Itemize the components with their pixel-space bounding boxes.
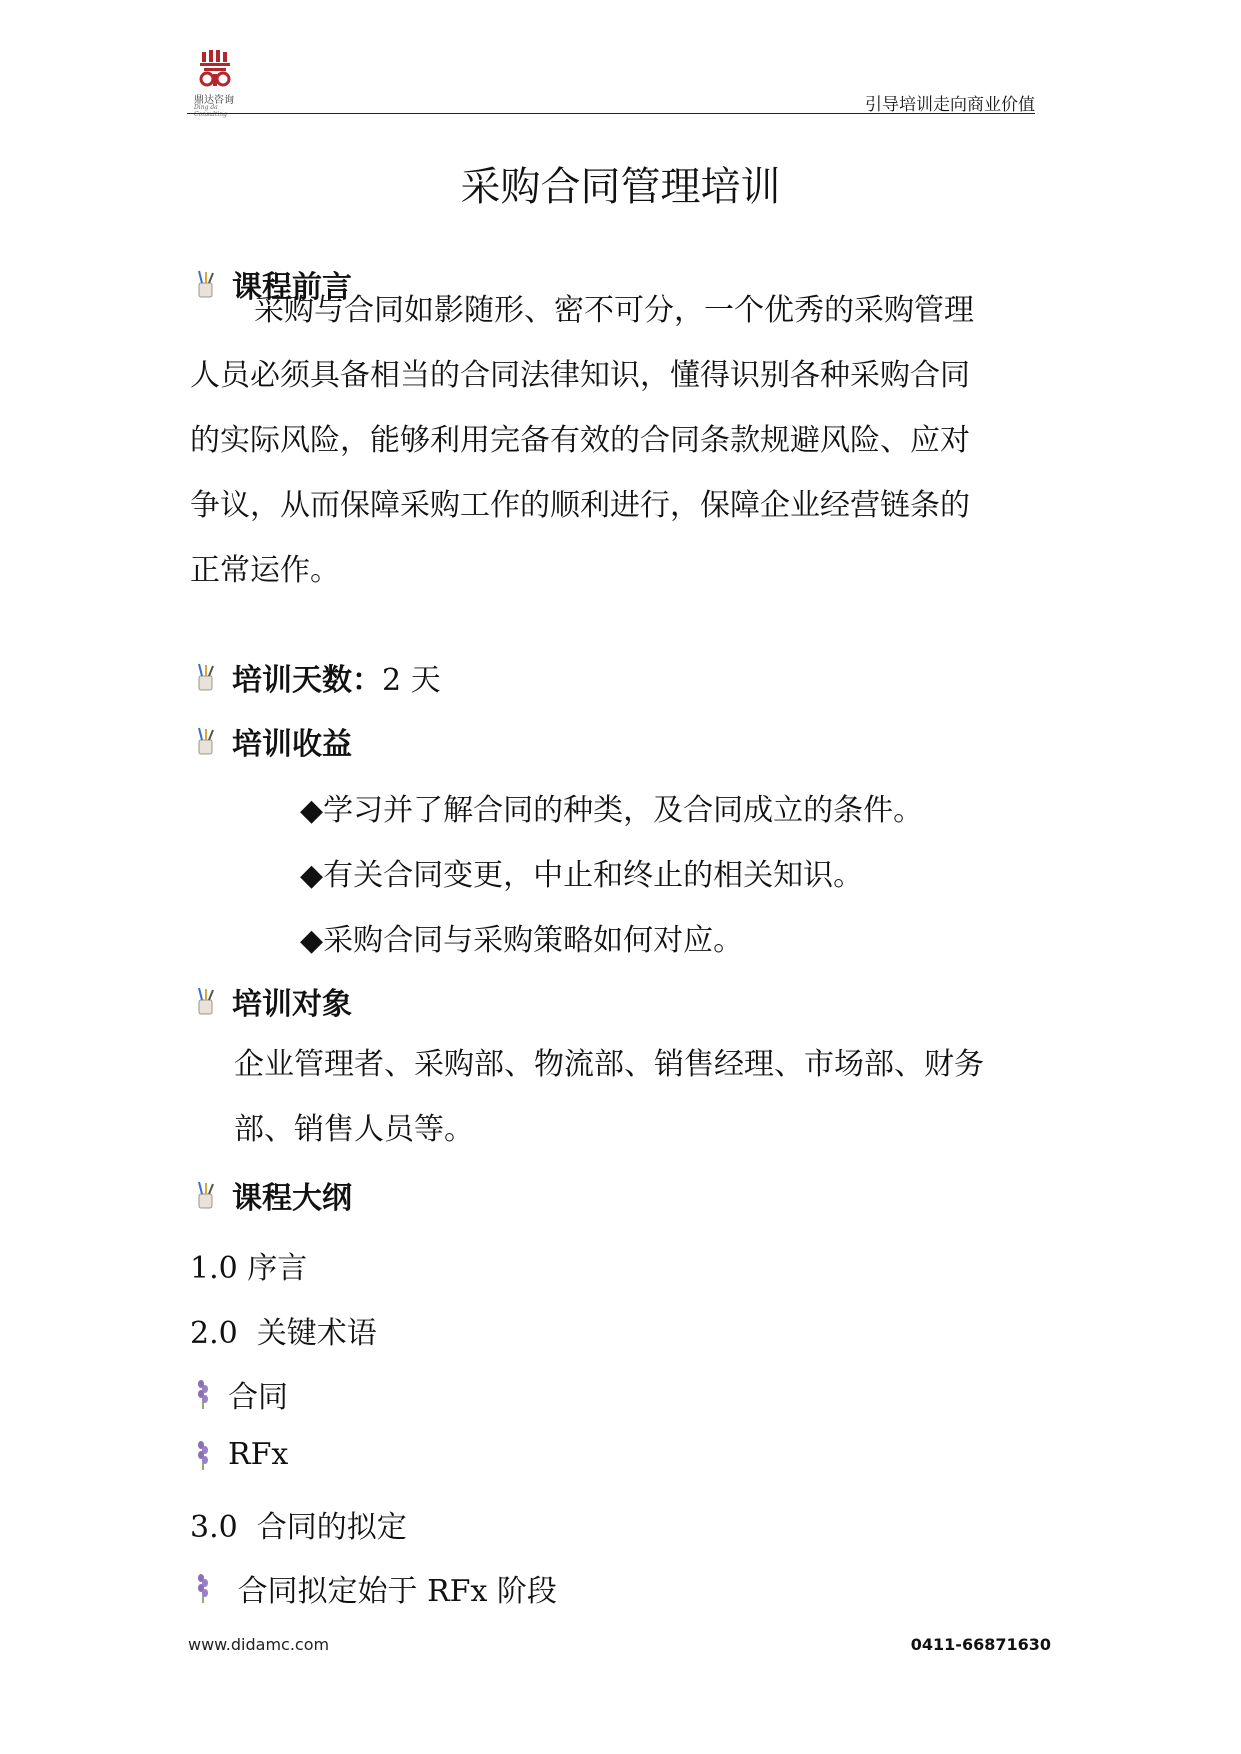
section-heading-benefits — [194, 719, 352, 763]
preface-line: 的实际风险，能够利用完备有效的合同条款规避风险、应对 — [190, 423, 970, 458]
footer-website[interactable]: www.didamc.com — [188, 1635, 330, 1654]
logo-text-en: Ding da Consulting — [194, 104, 227, 118]
training-days-value: 2 天 — [382, 663, 441, 698]
preface-paragraph — [190, 278, 1060, 603]
pen-cup-icon — [194, 1180, 218, 1210]
footer-phone: 0411-66871630 — [910, 1635, 1051, 1654]
section-heading-text: 课程大纲 — [232, 1181, 352, 1216]
outline-subitem: RFx — [194, 1437, 288, 1472]
preface-line: 人员必须具备相当的合同法律知识，懂得识别各种采购合同 — [190, 358, 970, 393]
lavender-flower-icon — [194, 1572, 212, 1604]
benefit-item: ◆学习并了解合同的种类，及合同成立的条件。 — [300, 793, 924, 828]
audience-paragraph — [234, 1032, 1064, 1162]
section-heading-text: 培训对象 — [232, 987, 352, 1022]
preface-line: 争议，从而保障采购工作的顺利进行，保障企业经营链条的 — [190, 488, 970, 523]
outline-item: 3.0 合同的拟定 — [190, 1510, 407, 1545]
logo-emblem-icon — [198, 50, 234, 90]
pen-cup-icon — [194, 726, 218, 756]
logo-text-cn: 鼎达咨询 — [194, 95, 234, 106]
preface-line: 采购与合同如影随形、密不可分，一个优秀的采购管理 — [254, 293, 974, 328]
audience-line: 企业管理者、采购部、物流部、销售经理、市场部、财务 — [234, 1047, 984, 1082]
outline-subitem: 合同 — [194, 1372, 288, 1416]
section-heading-text: 培训收益 — [232, 727, 352, 762]
audience-line: 部、销售人员等。 — [234, 1112, 474, 1147]
header-tagline: 引导培训走向商业价值 — [865, 95, 1035, 115]
lavender-flower-icon — [194, 1439, 212, 1471]
outline-item: 1.0 序言 — [190, 1251, 308, 1286]
page-title: 采购合同管理培训 — [460, 164, 781, 210]
pen-cup-icon — [194, 986, 218, 1016]
header-divider — [187, 113, 1035, 114]
section-heading-text: 培训天数： — [232, 663, 382, 698]
outline-subitem: 合同拟定始于 RFx 阶段 — [194, 1566, 557, 1610]
section-heading-days — [194, 655, 441, 699]
pen-cup-icon — [194, 662, 218, 692]
section-heading-outline — [194, 1173, 352, 1217]
benefit-item: ◆有关合同变更，中止和终止的相关知识。 — [300, 858, 864, 893]
lavender-flower-icon — [194, 1378, 212, 1410]
benefit-item: ◆采购合同与采购策略如何对应。 — [300, 923, 744, 958]
preface-line: 正常运作。 — [190, 553, 340, 588]
section-heading-audience — [194, 979, 352, 1023]
outline-item: 2.0 关键术语 — [190, 1316, 377, 1351]
section-heading-text: 课程前言 — [232, 270, 352, 305]
company-logo — [188, 50, 248, 118]
